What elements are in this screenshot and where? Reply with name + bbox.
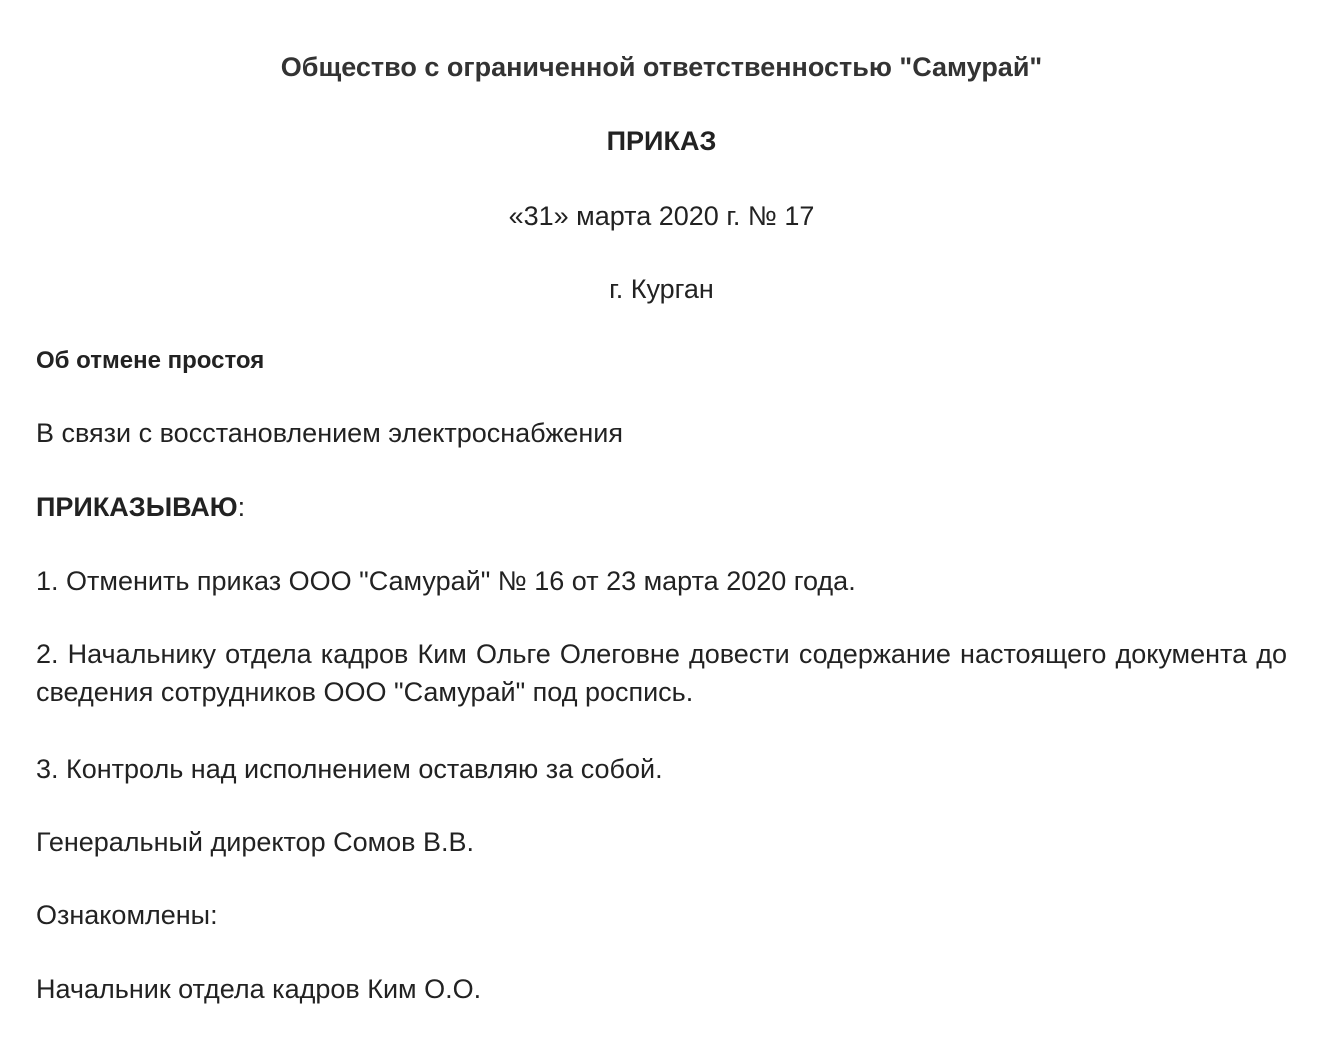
- order-item-2: 2. Начальнику отдела кадров Ким Ольге Олеговне довести содержание настоящего документа до сведения сотрудников ООО "Самурай" под роспись.: [36, 639, 1287, 707]
- document-title: ПРИКАЗ: [606, 126, 717, 156]
- order-word-suffix: :: [237, 492, 246, 522]
- acquainted-label: Ознакомлены:: [36, 900, 218, 930]
- organization-name: Общество с ограниченной ответственностью "Самурай": [280, 52, 1043, 82]
- date-and-number: «31» марта 2020 г. № 17: [508, 201, 815, 231]
- acquainted-person: Начальник отдела кадров Ким О.О.: [36, 974, 482, 1004]
- document-subject: Об отмене простоя: [36, 347, 265, 374]
- order-reason: В связи с восстановлением электроснабжения: [36, 418, 624, 448]
- order-word: [36, 488, 1287, 526]
- order-word-text: ПРИКАЗЫВАЮ: [36, 492, 238, 522]
- city: г. Курган: [609, 274, 714, 304]
- director-signature: Генеральный директор Сомов В.В.: [36, 827, 475, 857]
- order-item-1: 1. Отменить приказ ООО "Самурай" № 16 от 23 марта 2020 года.: [36, 566, 856, 596]
- order-item-3: 3. Контроль над исполнением оставляю за собой.: [36, 754, 663, 784]
